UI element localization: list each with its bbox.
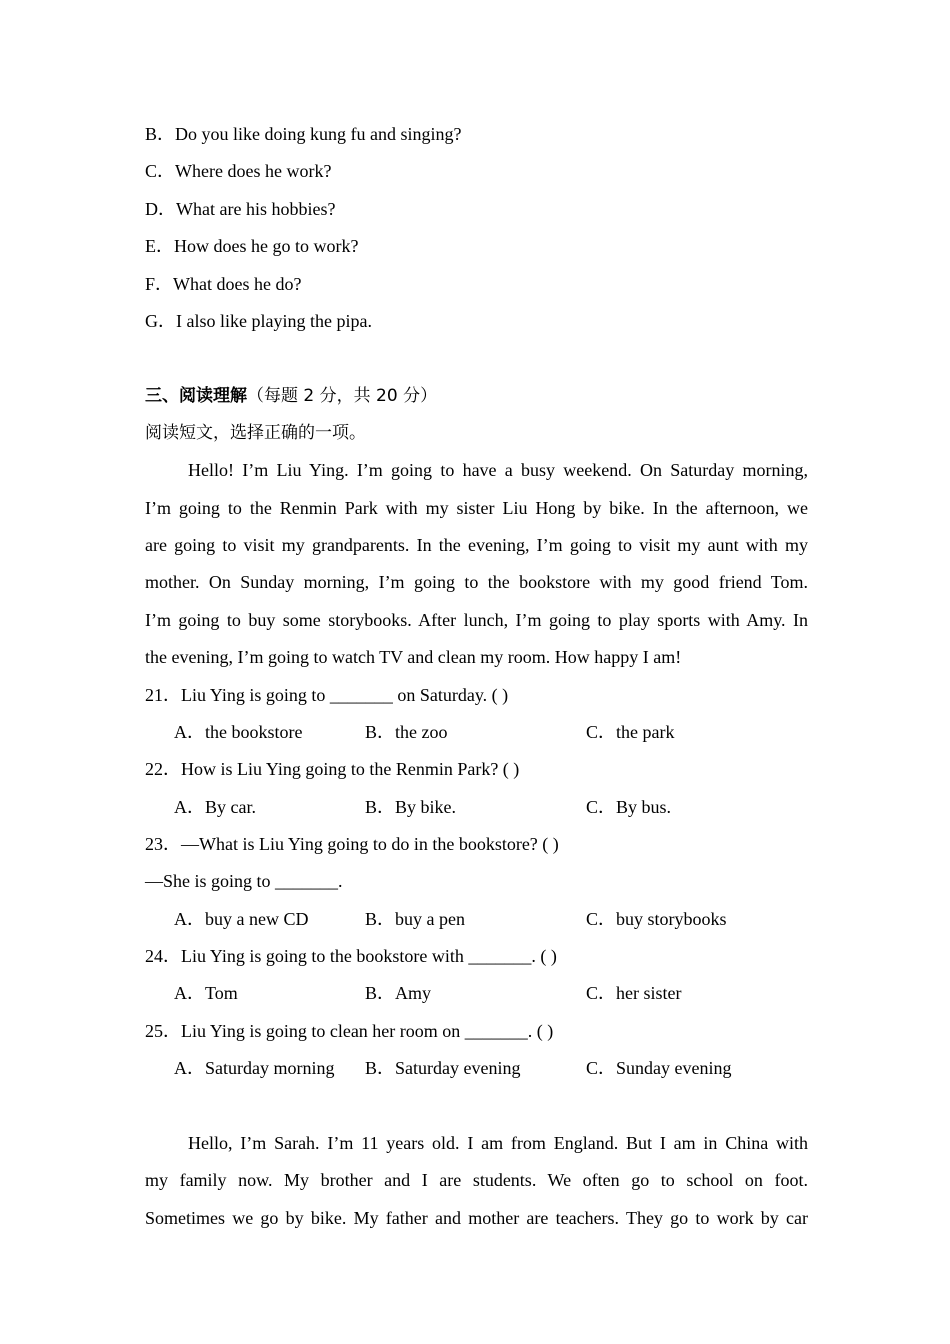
q22-option-a: A．By car.	[174, 797, 256, 817]
question-22: 22．How is Liu Ying going to the Renmin Park? ( )	[145, 759, 520, 779]
q23-option-a: A．buy a new CD	[174, 909, 309, 929]
q23-option-c: C．buy storybooks	[586, 909, 727, 929]
q23-option-b: B．buy a pen	[365, 909, 465, 929]
passage2-line: my family now. My brother and I are students. We often go to school on foot.	[145, 1170, 808, 1190]
q22-option-b: B．By bike.	[365, 797, 457, 817]
passage1-line: Hello! I’m Liu Ying. I’m going to have a busy weekend. On Saturday morning,	[188, 460, 808, 480]
question-21: 21．Liu Ying is going to _______ on Saturday. ( )	[145, 685, 509, 705]
q21-option-b: B．the zoo	[365, 722, 448, 742]
option-e: E．How does he go to work?	[145, 236, 359, 256]
question-23: 23．—What is Liu Ying going to do in the bookstore? ( )	[145, 834, 559, 854]
q25-option-b: B．Saturday evening	[365, 1058, 521, 1078]
passage1-line: I’m going to the Renmin Park with my sister Liu Hong by bike. In the afternoon, we	[145, 498, 808, 518]
q21-option-a: A．the bookstore	[174, 722, 303, 742]
passage2-line: Sometimes we go by bike. My father and mother are teachers. They go to work by car	[145, 1208, 808, 1228]
option-d: D．What are his hobbies?	[145, 199, 336, 219]
question-25: 25．Liu Ying is going to clean her room on _______. ( )	[145, 1021, 554, 1041]
q24-option-b: B．Amy	[365, 983, 432, 1003]
question-23-response: —She is going to _______.	[145, 871, 343, 891]
passage1-line: are going to visit my grandparents. In the evening, I’m going to visit my aunt with my	[145, 535, 808, 555]
passage1-line: the evening, I’m going to watch TV and clean my room. How happy I am!	[145, 647, 682, 667]
q25-option-c: C．Sunday evening	[586, 1058, 732, 1078]
q25-option-a: A．Saturday morning	[174, 1058, 335, 1078]
question-24: 24．Liu Ying is going to the bookstore with _______. ( )	[145, 946, 557, 966]
q21-option-c: C．the park	[586, 722, 675, 742]
passage1-line: I’m going to buy some storybooks. After lunch, I’m going to play sports with Amy. In	[145, 610, 808, 630]
passage1-line: mother. On Sunday morning, I’m going to the bookstore with my good friend Tom.	[145, 572, 808, 592]
option-b: B．Do you like doing kung fu and singing?	[145, 124, 462, 144]
section-heading	[145, 384, 437, 407]
option-g: G．I also like playing the pipa.	[145, 311, 372, 331]
option-c: C．Where does he work?	[145, 161, 332, 181]
q22-option-c: C．By bus.	[586, 797, 672, 817]
section-score-note: （每题 2 分，共 20 分）	[247, 386, 438, 406]
q24-option-c: C．her sister	[586, 983, 682, 1003]
q24-option-a: A．Tom	[174, 983, 238, 1003]
section-title: 三、阅读理解	[145, 386, 247, 406]
section-instruction: 阅读短文，选择正确的一项。	[145, 423, 366, 443]
option-f: F．What does he do?	[145, 274, 302, 294]
passage2-line: Hello, I’m Sarah. I’m 11 years old. I am from England. But I am in China with	[188, 1133, 808, 1153]
